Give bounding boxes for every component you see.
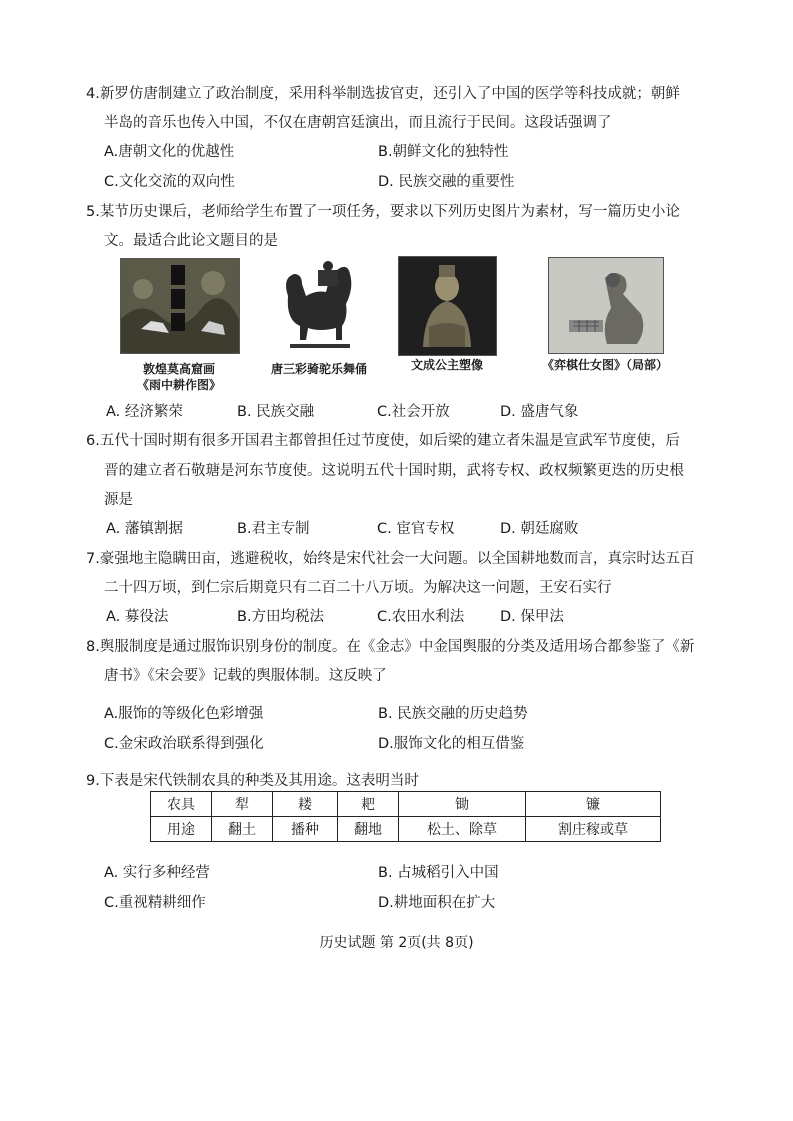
q5-option-d[interactable]: D. 盛唐气象 bbox=[500, 404, 579, 420]
q5-caption-1-line1: 敦煌莫高窟画 bbox=[142, 362, 215, 376]
q6-stem-line2: 晋的建立者石敬瑭是河东节度使。这说明五代十国时期，武将专权、政权频繁更迭的历史根 bbox=[104, 463, 684, 479]
q8-option-b[interactable]: B. 民族交融的历史趋势 bbox=[378, 706, 528, 722]
q7-stem-line1: 7.豪强地主隐瞒田亩，逃避税收，始终是宋代社会一大问题。以全国耕地数而言，真宗时达五百 bbox=[86, 551, 695, 567]
q4-option-c[interactable]: C.文化交流的双向性 bbox=[104, 174, 235, 190]
q5-stem-line1: 5.某节历史课后，老师给学生布置了一项任务，要求以下列历史图片为素材，写一篇历史小论 bbox=[86, 204, 680, 220]
q9-option-a[interactable]: A. 实行多种经营 bbox=[104, 865, 210, 881]
q5-stem-line2: 文。最适合此论文题目的是 bbox=[104, 233, 278, 249]
q5-option-c[interactable]: C.社会开放 bbox=[377, 404, 450, 420]
q7-stem-line2: 二十四万顷，到仁宗后期竟只有二百二十八万顷。为解决这一问题，王安石实行 bbox=[104, 580, 612, 596]
q5-caption-4: 《弈棋仕女图》（局部） bbox=[541, 358, 668, 372]
lady-playing-weiqi-image bbox=[548, 257, 664, 354]
table-header-cell: 农具 bbox=[151, 792, 212, 817]
table-cell: 犁 bbox=[212, 792, 273, 817]
q5-option-b[interactable]: B. 民族交融 bbox=[237, 404, 315, 420]
table-row bbox=[151, 817, 661, 842]
q4-option-b[interactable]: B.朝鲜文化的独特性 bbox=[378, 144, 509, 160]
q8-option-d[interactable]: D.服饰文化的相互借鉴 bbox=[378, 736, 525, 752]
q8-option-c[interactable]: C.金宋政治联系得到强化 bbox=[104, 736, 264, 752]
q4-stem-line2: 半岛的音乐也传入中国，不仅在唐朝宫廷演出，而且流行于民间。这段话强调了 bbox=[104, 115, 612, 131]
q9-option-c[interactable]: C.重视精耕细作 bbox=[104, 895, 206, 911]
q6-option-c[interactable]: C. 宦官专权 bbox=[377, 521, 455, 537]
q5-caption-2: 唐三彩骑驼乐舞俑 bbox=[270, 362, 367, 376]
q6-option-a[interactable]: A. 藩镇割据 bbox=[106, 521, 183, 537]
q8-option-a[interactable]: A.服饰的等级化色彩增强 bbox=[104, 706, 264, 722]
farm-tools-table bbox=[150, 791, 661, 842]
q6-option-d[interactable]: D. 朝廷腐败 bbox=[500, 521, 579, 537]
table-cell: 松土、除草 bbox=[399, 817, 526, 842]
q5-option-a[interactable]: A. 经济繁荣 bbox=[106, 404, 183, 420]
dunhuang-mural-image bbox=[120, 258, 240, 354]
q9-stem-line1: 9.下表是宋代铁制农具的种类及其用途。这表明当时 bbox=[86, 773, 419, 789]
table-row bbox=[151, 792, 661, 817]
table-cell: 翻地 bbox=[338, 817, 399, 842]
q7-option-d[interactable]: D. 保甲法 bbox=[500, 609, 564, 625]
q7-option-c[interactable]: C.农田水利法 bbox=[377, 609, 465, 625]
table-cell: 翻土 bbox=[212, 817, 273, 842]
q9-option-d[interactable]: D.耕地面积在扩大 bbox=[378, 895, 496, 911]
q5-caption-1-line2: 《雨中耕作图》 bbox=[136, 378, 221, 392]
q7-option-b[interactable]: B.方田均税法 bbox=[237, 609, 325, 625]
q4-option-a[interactable]: A.唐朝文化的优越性 bbox=[104, 144, 235, 160]
tang-sancai-camel-image bbox=[270, 256, 366, 354]
q4-stem-line1: 4.新罗仿唐制建立了政治制度，采用科举制选拔官吏，还引入了中国的医学等科技成就；朝鲜 bbox=[86, 86, 680, 102]
page-footer: 历史试题 第 2页(共 8页) bbox=[319, 935, 474, 951]
table-cell: 锄 bbox=[399, 792, 526, 817]
table-cell: 耧 bbox=[273, 792, 338, 817]
table-header-cell: 用途 bbox=[151, 817, 212, 842]
q6-option-b[interactable]: B.君主专制 bbox=[237, 521, 310, 537]
q5-caption-3: 文成公主塑像 bbox=[410, 358, 483, 372]
table-cell: 割庄稼或草 bbox=[526, 817, 661, 842]
q6-stem-line1: 6.五代十国时期有很多开国君主都曾担任过节度使，如后梁的建立者朱温是宣武军节度使，后 bbox=[86, 433, 680, 449]
table-cell: 播种 bbox=[273, 817, 338, 842]
q9-option-b[interactable]: B. 占城稻引入中国 bbox=[378, 865, 499, 881]
q7-option-a[interactable]: A. 募役法 bbox=[106, 609, 169, 625]
q8-stem-line2: 唐书》《宋会要》记载的舆服体制。这反映了 bbox=[104, 668, 387, 684]
q4-option-d[interactable]: D. 民族交融的重要性 bbox=[378, 174, 515, 190]
q8-stem-line1: 8.舆服制度是通过服饰识别身份的制度。在《金志》中金国舆服的分类及适用场合都参鉴了《新 bbox=[86, 639, 695, 655]
q6-stem-line3: 源是 bbox=[104, 492, 133, 508]
table-cell: 耙 bbox=[338, 792, 399, 817]
table-cell: 镰 bbox=[526, 792, 661, 817]
princess-wencheng-statue-image bbox=[398, 256, 497, 356]
